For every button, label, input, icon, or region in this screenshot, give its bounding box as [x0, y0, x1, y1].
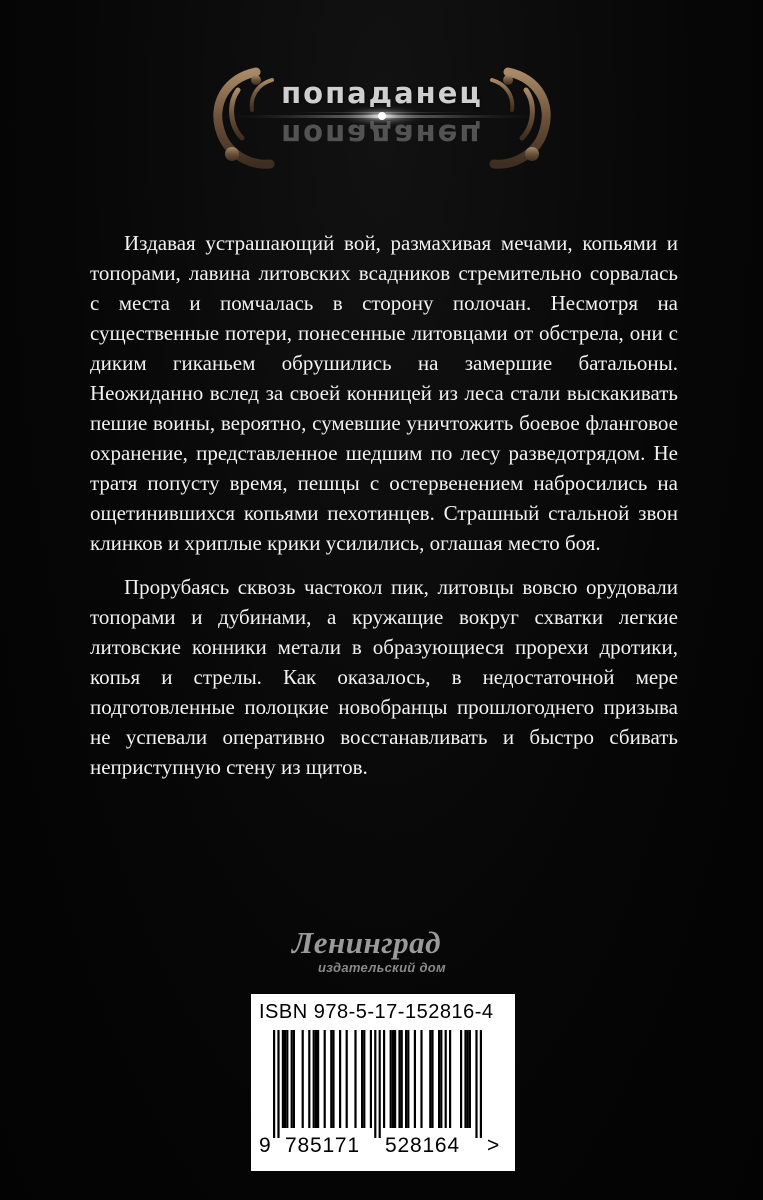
isbn-label: ISBN 978-5-17-152816-4	[259, 1001, 494, 1023]
barcode-bar	[464, 1030, 466, 1128]
barcode-bar	[332, 1030, 334, 1128]
series-logo	[198, 60, 566, 178]
barcode-digit-group-2: 528164	[385, 1134, 460, 1157]
barcode-bar	[405, 1030, 407, 1128]
barcode-bars	[273, 1030, 493, 1140]
barcode-bar	[291, 1030, 293, 1128]
barcode-bar	[315, 1030, 317, 1128]
barcode-bar	[469, 1030, 471, 1128]
barcode-bar	[273, 1030, 275, 1138]
barcode-bar	[302, 1030, 304, 1128]
barcode-bar	[438, 1030, 440, 1128]
isbn-barcode	[251, 994, 515, 1171]
barcode-bar	[445, 1030, 447, 1128]
barcode-bar	[429, 1030, 431, 1128]
barcode-bar	[308, 1030, 310, 1128]
barcode-bar	[407, 1030, 409, 1128]
publisher-name: Ленинград	[292, 925, 442, 960]
barcode-bar	[440, 1030, 442, 1128]
barcode-bar	[317, 1030, 319, 1128]
barcode-bar	[401, 1030, 403, 1128]
barcode-bar	[370, 1030, 372, 1128]
series-title-reflection: попаданец	[281, 118, 483, 152]
barcode-bar	[390, 1030, 392, 1128]
barcode-bar	[286, 1030, 288, 1128]
publisher-logo	[292, 925, 492, 985]
book-blurb	[90, 228, 678, 796]
barcode-bar	[277, 1030, 279, 1138]
barcode-digit-group-1: 785171	[285, 1134, 360, 1157]
series-title: попаданец	[281, 76, 483, 110]
barcode-bar	[339, 1030, 341, 1128]
barcode-bar	[379, 1030, 381, 1138]
barcode-bar	[361, 1030, 363, 1128]
barcode-bar	[293, 1030, 295, 1128]
blurb-paragraph-1: Издавая устрашающий вой, размахивая мечами, копьями и топорами, лавина литовских всадников стремительно сорвалась с места и помчалась в сторону полочан. Несмотря на существенные потери, понесенные литовцами от обстрела, они с диким гиканьем обрушились на замершие батальоны. Неожиданно вслед за своей конницей из леса стали выскакивать пешие воины, вероятно, сумевшие уничтожить боевое фланговое охранение, представленное шедшим по лесу разведотрядом. Не тратя попусту время, пешцы с остервенением набросились на ощетинившихся копьями пехотинцев. Страшный стальной звон клинков и хриплые крики усилились, оглашая место боя.	[90, 231, 678, 555]
barcode-bar	[431, 1030, 433, 1128]
barcode-bar	[383, 1030, 385, 1128]
publisher-subtitle: издательский дом	[318, 960, 446, 975]
blurb-paragraph-2: Прорубаясь сквозь частокол пик, литовцы вовсю орудовали топорами и дубинами, а кружащие вокруг схватки легкие литовские конники метали в образующиеся прорехи дротики, копья и стрелы. Как оказалось, в недостаточной мере подготовленные полоцкие новобранцы прошлогоднего призыва не успевали оперативно восстанавливать и быстро сбивать неприступную стену из щитов.	[90, 575, 678, 779]
barcode-bar	[282, 1030, 284, 1128]
barcode-bar	[475, 1030, 477, 1138]
barcode-bar	[392, 1030, 394, 1128]
barcode-bar	[363, 1030, 365, 1128]
barcode-bar	[284, 1030, 286, 1128]
barcode-bar	[394, 1030, 396, 1128]
barcode-digit-first: 9	[259, 1134, 271, 1157]
barcode-bar	[313, 1030, 315, 1128]
barcode-bar	[346, 1030, 348, 1128]
barcode-bar	[374, 1030, 376, 1138]
barcode-bar	[398, 1030, 400, 1128]
barcode-bar	[480, 1030, 482, 1138]
barcode-bar	[460, 1030, 462, 1128]
barcode-bar	[354, 1030, 356, 1128]
barcode-bar	[467, 1030, 469, 1128]
barcode-bar	[414, 1030, 416, 1128]
barcode-bar	[324, 1030, 326, 1128]
barcode-quiet-zone-mark: >	[487, 1134, 500, 1157]
barcode-bar	[420, 1030, 422, 1128]
barcode-bar	[449, 1030, 451, 1128]
barcode-bar	[330, 1030, 332, 1128]
